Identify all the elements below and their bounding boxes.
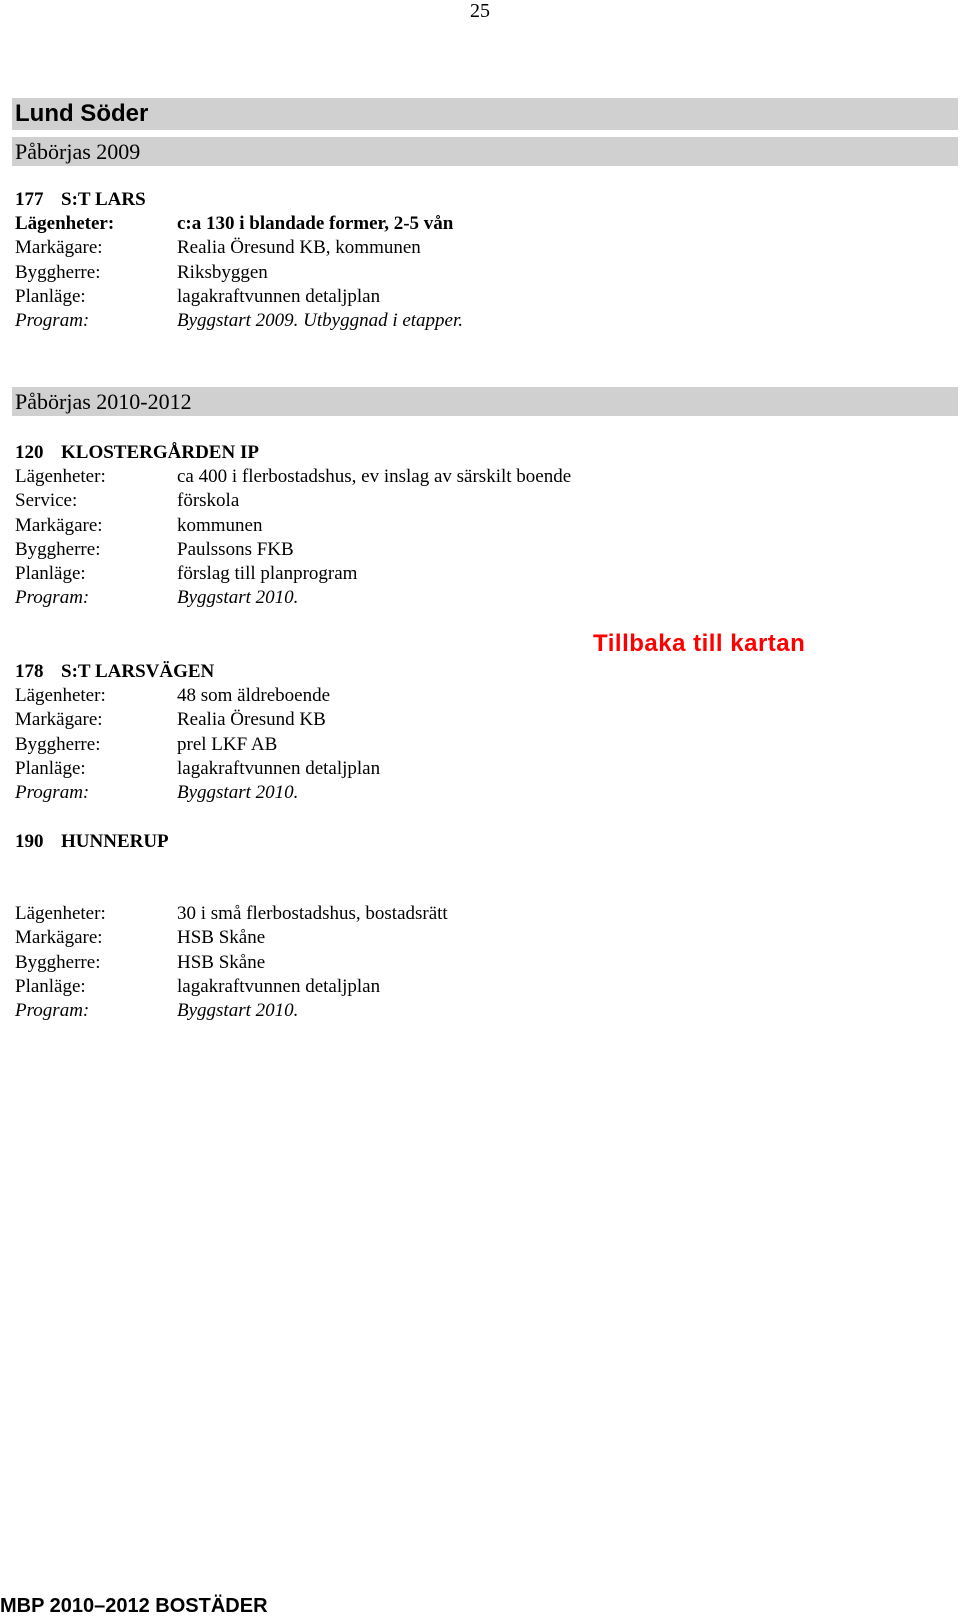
detail-value: Riksbyggen xyxy=(177,261,268,283)
detail-value: c:a 130 i blandade former, 2-5 vån xyxy=(177,213,454,234)
detail-row xyxy=(15,465,571,489)
detail-value: prel LKF AB xyxy=(177,733,278,755)
detail-row xyxy=(15,684,380,708)
detail-value: lagakraftvunnen detaljplan xyxy=(177,285,381,307)
detail-row xyxy=(15,781,380,805)
project-120 xyxy=(15,441,571,611)
detail-row xyxy=(15,999,448,1023)
detail-row xyxy=(15,236,463,260)
project-name: S:T LARSVÄGEN xyxy=(61,661,215,682)
detail-value: lagakraftvunnen detaljplan xyxy=(177,757,381,779)
detail-value: Paulssons FKB xyxy=(177,538,294,560)
detail-label: Program: xyxy=(15,310,90,332)
detail-value: Byggstart 2010. xyxy=(177,782,299,804)
detail-label: Markägare: xyxy=(15,237,103,259)
period-heading-2009: Påbörjas 2009 xyxy=(12,137,958,166)
detail-row xyxy=(15,926,448,950)
detail-label: Markägare: xyxy=(15,709,103,731)
region-title: Lund Söder xyxy=(12,98,958,130)
detail-value: Realia Öresund KB, kommunen xyxy=(177,237,421,259)
detail-label: Planläge: xyxy=(15,757,86,779)
detail-row xyxy=(15,708,380,732)
detail-label: Planläge: xyxy=(15,563,86,585)
project-number: 177 xyxy=(15,189,44,210)
detail-row xyxy=(15,261,463,285)
detail-row xyxy=(15,951,448,975)
detail-label: Program: xyxy=(15,587,90,609)
detail-label: Planläge: xyxy=(15,285,86,307)
detail-value: kommunen xyxy=(177,514,263,536)
detail-row xyxy=(15,586,571,610)
detail-value: Realia Öresund KB xyxy=(177,709,326,731)
period-heading-2010-2012: Påbörjas 2010-2012 xyxy=(12,387,958,416)
project-177 xyxy=(15,188,463,333)
detail-value: Byggstart 2010. xyxy=(177,587,299,609)
detail-label: Service: xyxy=(15,490,78,512)
project-number: 190 xyxy=(15,831,44,852)
detail-row xyxy=(15,212,463,236)
detail-label: Byggherre: xyxy=(15,261,101,283)
detail-label: Planläge: xyxy=(15,975,86,997)
detail-label: Program: xyxy=(15,782,90,804)
page-number: 25 xyxy=(470,0,490,22)
project-178 xyxy=(15,660,380,805)
project-190 xyxy=(15,830,169,854)
back-to-map-link[interactable]: Tillbaka till kartan xyxy=(593,630,806,657)
detail-label: Lägenheter: xyxy=(15,685,106,706)
detail-value: ca 400 i flerbostadshus, ev inslag av särskilt boende xyxy=(177,466,572,487)
detail-row xyxy=(15,285,463,309)
detail-value: förskola xyxy=(177,490,240,512)
detail-value: 48 som äldreboende xyxy=(177,685,331,706)
detail-value: HSB Skåne xyxy=(177,927,266,949)
detail-row xyxy=(15,733,380,757)
project-190-details xyxy=(15,902,448,1023)
detail-row xyxy=(15,975,448,999)
project-number: 178 xyxy=(15,661,44,682)
project-title xyxy=(15,830,169,854)
detail-value: Byggstart 2009. Utbyggnad i etapper. xyxy=(177,310,464,332)
project-number: 120 xyxy=(15,442,44,463)
detail-value: förslag till planprogram xyxy=(177,563,358,585)
detail-value: 30 i små flerbostadshus, bostadsrätt xyxy=(177,903,448,924)
project-name: KLOSTERGÅRDEN IP xyxy=(61,442,259,463)
detail-label: Byggherre: xyxy=(15,733,101,755)
detail-label: Lägenheter: xyxy=(15,903,106,924)
page-footer: MBP 2010–2012 BOSTÄDER xyxy=(0,1595,268,1617)
detail-row xyxy=(15,489,571,513)
detail-row xyxy=(15,562,571,586)
detail-label: Byggherre: xyxy=(15,538,101,560)
detail-row xyxy=(15,902,448,926)
project-name: S:T LARS xyxy=(61,189,146,210)
detail-label: Program: xyxy=(15,1000,90,1022)
detail-value: Byggstart 2010. xyxy=(177,1000,299,1022)
detail-label: Lägenheter: xyxy=(15,466,106,487)
detail-row xyxy=(15,757,380,781)
detail-row xyxy=(15,538,571,562)
project-title xyxy=(15,188,463,212)
detail-label: Markägare: xyxy=(15,514,103,536)
project-title xyxy=(15,441,571,465)
detail-value: HSB Skåne xyxy=(177,951,266,973)
project-title xyxy=(15,660,380,684)
detail-row xyxy=(15,309,463,333)
detail-label: Byggherre: xyxy=(15,951,101,973)
detail-row xyxy=(15,514,571,538)
detail-label: Markägare: xyxy=(15,927,103,949)
project-name: HUNNERUP xyxy=(61,831,169,852)
detail-label: Lägenheter: xyxy=(15,213,115,234)
detail-value: lagakraftvunnen detaljplan xyxy=(177,975,381,997)
